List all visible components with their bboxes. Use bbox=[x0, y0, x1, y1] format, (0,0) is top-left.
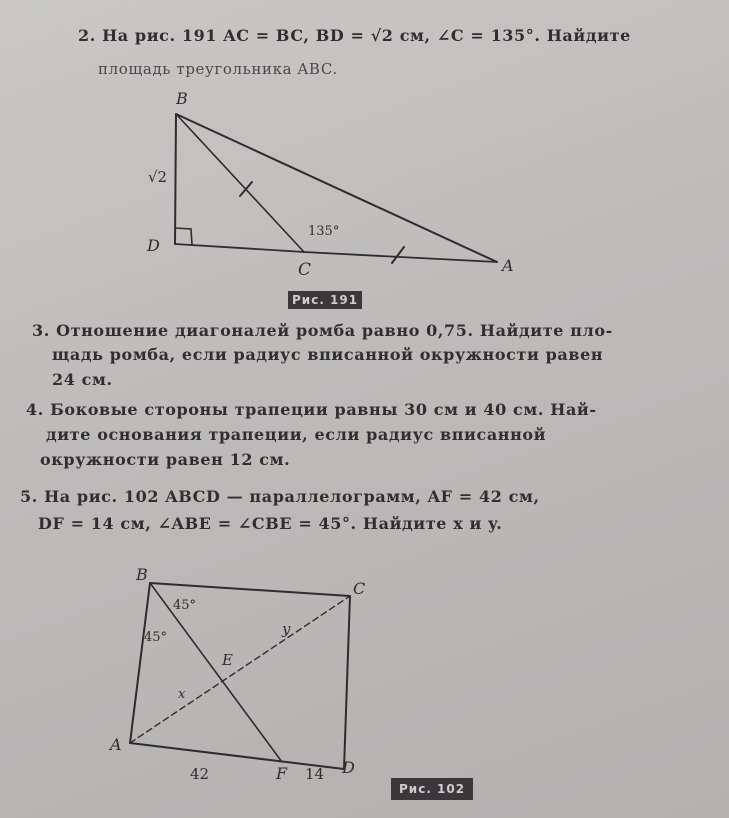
label-42: 42 bbox=[190, 765, 210, 783]
label-d: D bbox=[147, 236, 160, 255]
side-ab bbox=[130, 583, 150, 743]
label-a-fig102: A bbox=[110, 735, 122, 754]
label-b-fig102: B bbox=[136, 565, 148, 584]
problem-4-line-2: дите основания трапеции, если радиус вписанной bbox=[46, 425, 547, 444]
problem-4-line-3: окружности равен 12 см. bbox=[40, 450, 291, 469]
label-135: 135° bbox=[308, 224, 340, 239]
bisector-bf bbox=[150, 583, 282, 762]
label-c-fig102: C bbox=[353, 579, 366, 598]
label-b: B bbox=[176, 89, 188, 108]
label-a: A bbox=[502, 256, 514, 275]
problem-4-line-1: 4. Боковые стороны трапеции равны 30 см и 40 см. Най- bbox=[26, 400, 597, 419]
problem-2-line-1: 2. На рис. 191 AC = BC, BD = √2 см, ∠C = 135°. Найдите bbox=[78, 26, 631, 45]
label-45-top: 45° bbox=[173, 598, 197, 613]
label-sqrt2: √2 bbox=[148, 168, 168, 186]
problem-3-line-3: 24 см. bbox=[52, 370, 113, 389]
label-d-fig102: D bbox=[342, 758, 355, 777]
problem-5-line-1: 5. На рис. 102 ABCD — параллелограмм, AF = 42 см, bbox=[20, 487, 540, 506]
label-45-left: 45° bbox=[144, 630, 168, 645]
figure-102-caption: Рис. 102 bbox=[391, 778, 473, 800]
problem-3-line-2: щадь ромба, если радиус вписанной окружности равен bbox=[52, 345, 604, 364]
figure-191-caption: Рис. 191 bbox=[288, 291, 362, 309]
problem-2-line-2: площадь треугольника ABC. bbox=[98, 60, 338, 78]
label-f: F bbox=[276, 764, 288, 783]
side-cd bbox=[344, 596, 350, 769]
label-x: x bbox=[178, 687, 186, 702]
label-14: 14 bbox=[305, 765, 325, 783]
label-y: y bbox=[282, 620, 291, 638]
label-e: E bbox=[222, 651, 233, 669]
label-c: C bbox=[298, 260, 312, 280]
diagonal-ac bbox=[130, 596, 350, 743]
problem-5-line-2: DF = 14 см, ∠ABE = ∠CBE = 45°. Найдите x и y. bbox=[38, 514, 503, 533]
problem-3-line-1: 3. Отношение диагоналей ромба равно 0,75. Найдите пло- bbox=[32, 321, 613, 340]
side-bc bbox=[150, 583, 350, 596]
